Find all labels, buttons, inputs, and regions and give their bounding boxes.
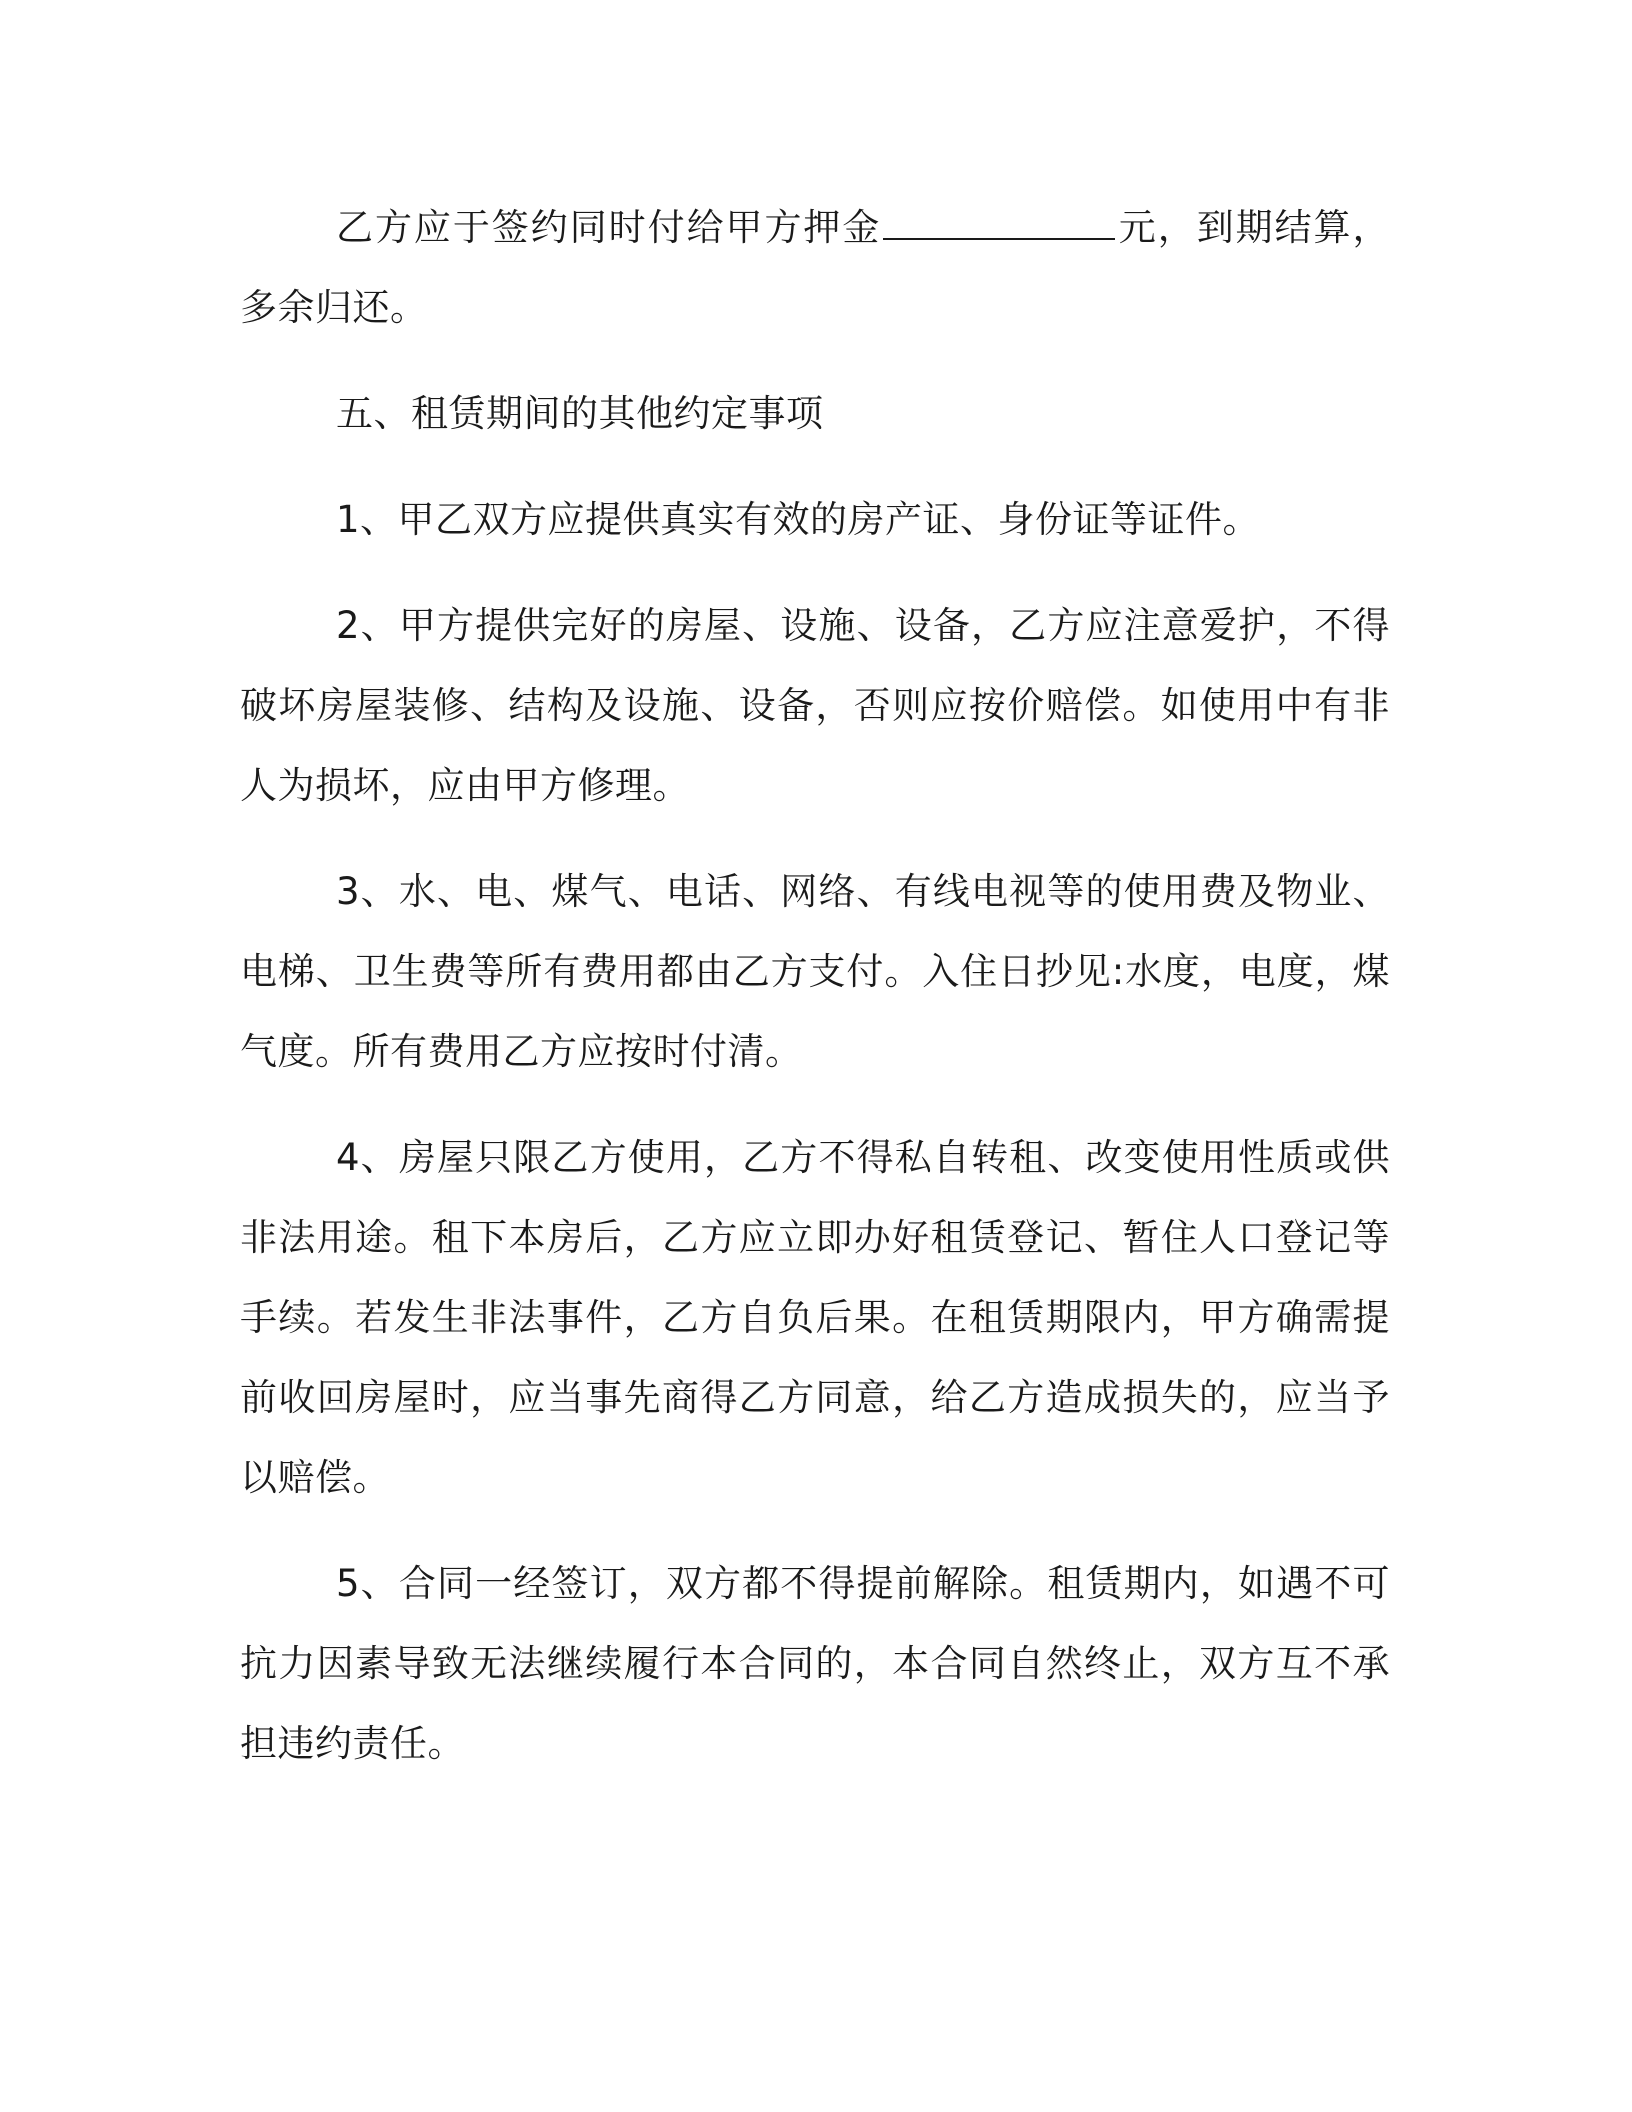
deposit-amount-blank <box>883 204 1115 240</box>
clause-5: 5、合同一经签订，双方都不得提前解除。租赁期内，如遇不可抗力因素导致无法继续履行本合同的，本合同自然终止，双方互不承担违约责任。 <box>240 1562 1390 1765</box>
clause-4: 4、房屋只限乙方使用，乙方不得私自转租、改变使用性质或供非法用途。租下本房后，乙方应立即办好租赁登记、暂住人口登记等手续。若发生非法事件，乙方自负后果。在租赁期限内，甲方确需提前收回房屋时，应当事先商得乙方同意，给乙方造成损失的，应当予以赔偿。 <box>240 1136 1390 1499</box>
section-heading: 五、租赁期间的其他约定事项 <box>336 392 824 435</box>
clause-1: 1、甲乙双方应提供真实有效的房产证、身份证等证件。 <box>336 498 1261 541</box>
deposit-text-after: 元，到期结算，多余归还。 <box>240 206 1391 329</box>
deposit-text-before: 乙方应于签约同时付给甲方押金 <box>336 206 882 249</box>
deposit-paragraph <box>240 188 1390 348</box>
contract-text-body <box>240 188 1390 1784</box>
clause-2: 2、甲方提供完好的房屋、设施、设备，乙方应注意爱护，不得破坏房屋装修、结构及设施、设备，否则应按价赔偿。如使用中有非人为损坏，应由甲方修理。 <box>240 604 1390 807</box>
clause-3: 3、水、电、煤气、电话、网络、有线电视等的使用费及物业、电梯、卫生费等所有费用都由乙方支付。入住日抄见:水度，电度，煤气度。所有费用乙方应按时付清。 <box>240 870 1390 1073</box>
